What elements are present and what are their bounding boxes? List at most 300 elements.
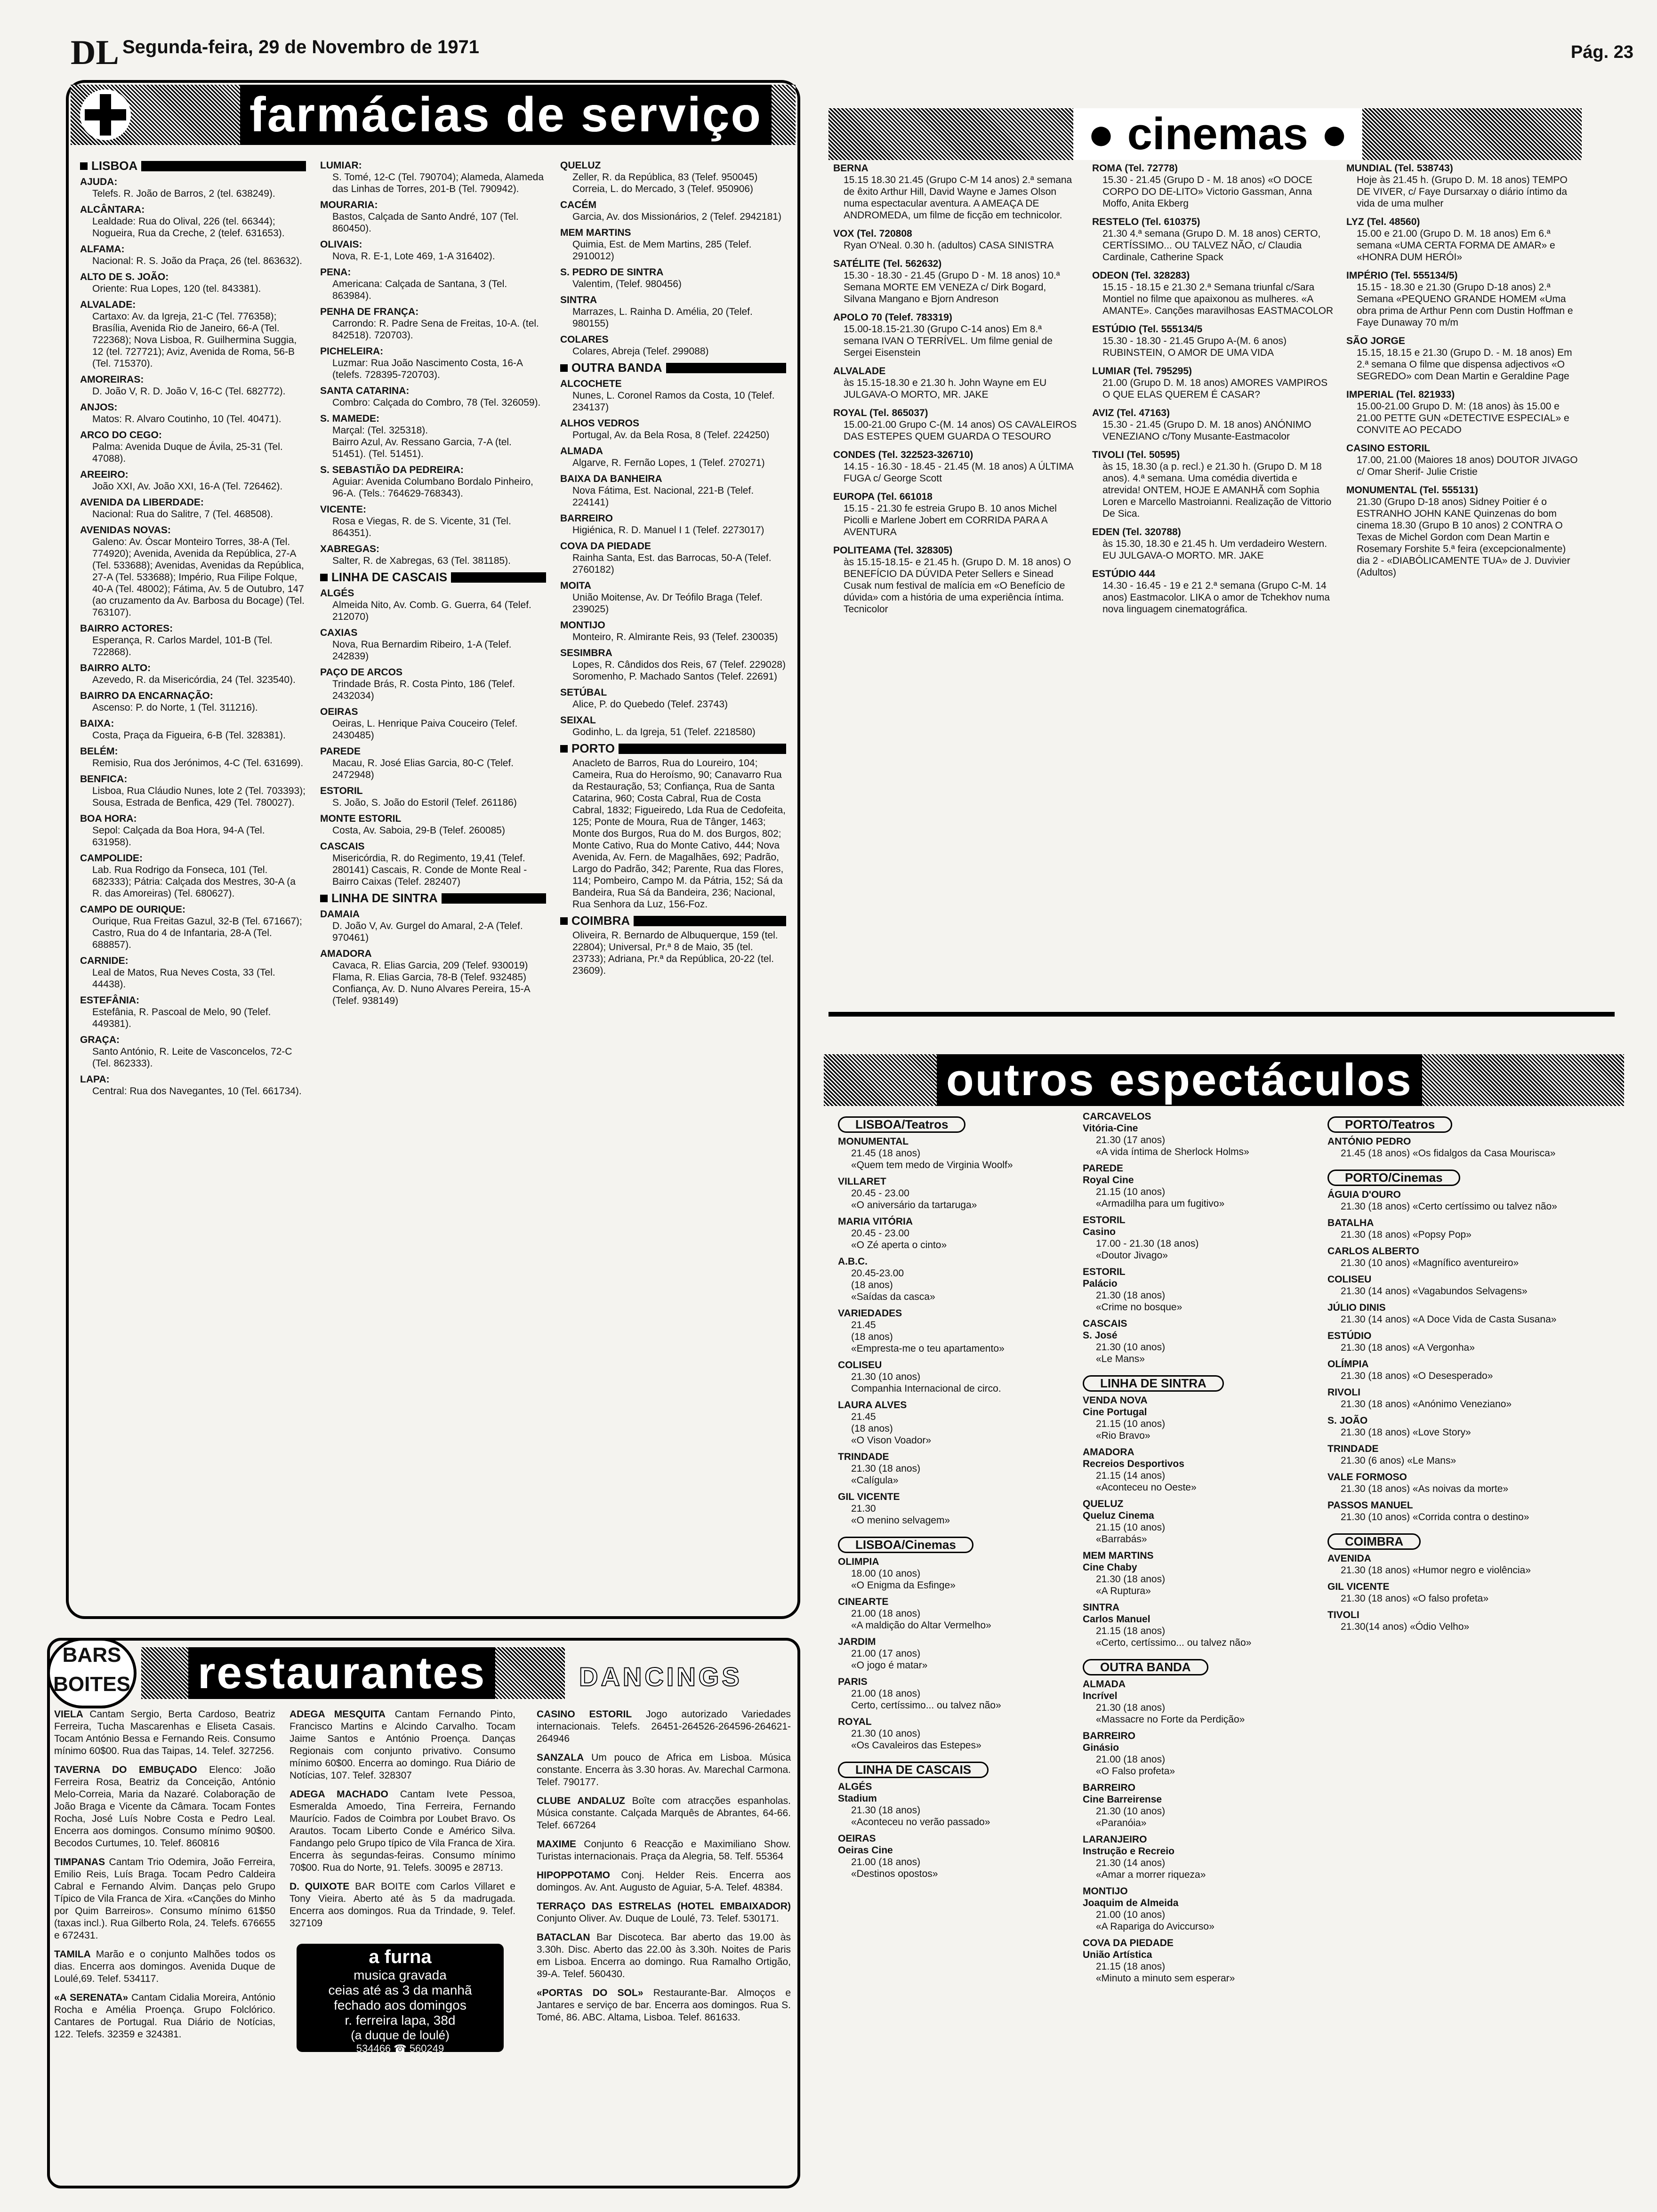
venue-name: JARDIM [838,1636,876,1647]
pharmacy-entry [320,587,546,623]
outros-col-1 [838,1111,1073,1884]
bars-boites-badge: BARS BOITES [47,1638,137,1708]
cinema-showtimes: 15.15 - 18.30 e 21.30 (Grupo D-18 anos) 2.ª Semana «PEQUENO GRANDE HOMEM «Uma obra prima de Arthur Penn com Dustin Hoffman e Faye Dunaway 70 m/m [1357,282,1573,328]
pharmacy-address: Sepol: Calçada da Boa Hora, 94-A (Tel. 631958). [92,825,265,848]
section-label: PORTO [571,741,615,755]
venue-details: 21.00 (18 anos) Certo, certíssimo... ou talvez não» [851,1688,1001,1711]
venue-entry [838,1491,1073,1526]
venue-entry [838,1216,1073,1251]
area-name: CAXIAS [320,627,358,638]
restaurant-details: Um pouco de Africa em Lisboa. Música constante. Encerra às 3.30 horas. Av. Marechal Carmona. Telef. 790177. [537,1752,791,1787]
pharmacy-address: Santo António, R. Leite de Vasconcelos, 72-C (Tel. 862333). [92,1046,292,1069]
cinema-entry [833,449,1078,484]
area-name: CACÉM [560,200,596,210]
furna-line-1: musica gravada [354,1968,447,1982]
venue-entry [838,1781,1073,1828]
pharmacy-address: Higiénica, R. D. Manuel I 1 (Telef. 2273017) [572,525,764,536]
cinema-entry [1092,449,1337,520]
area-name: PICHELEIRA: [320,346,384,357]
restaurant-entry [537,1838,791,1863]
venue-entry [1083,1937,1318,1984]
category-pill: LISBOA/Cinemas [838,1537,973,1553]
restaurant-name: D. QUIXOTE [290,1881,350,1892]
venue-entry [1327,1581,1572,1604]
pharmacy-address: Combro: Calçada do Combro, 78 (Tel. 326059). [332,397,541,408]
venue-details: 21.45 (18 anos) «Os fidalgos da Casa Mourisca» [1341,1148,1556,1159]
venue-name: COLISEU [838,1360,882,1370]
venue-entry [838,1596,1073,1631]
restaurant-name: ADEGA MACHADO [290,1789,388,1800]
area-name: S. SEBASTIÃO DA PEDREIRA: [320,465,464,475]
venue-entry [1327,1217,1572,1241]
cinema-showtimes: 15.00-18.15-21.30 (Grupo C-14 anos) Em 8.ª semana IVAN O TERRÍVEL. Um filme genial de Sergei Eisenstein [844,324,1053,358]
pharmacy-address: Rainha Santa, Est. das Barrocas, 50-A (Telef. 2760182) [572,553,772,575]
area-name: AVENIDAS NOVAS: [80,525,171,536]
venue-details: 21.30(14 anos) «Ódio Velho» [1341,1621,1470,1632]
area-name: BAIRRO ACTORES: [80,623,173,634]
pharmacy-entry [80,718,306,741]
venue-name: VARIEDADES [838,1308,902,1319]
cinema-name: IMPERIAL (Tel. 821933) [1346,389,1455,400]
venue-details: 21.30 (18 anos) «Aconteceu no verão passado» [851,1805,990,1827]
venue-details: 21.30 «O menino selvagem» [851,1503,950,1526]
area-name: MEM MARTINS [560,227,631,238]
venue-name: BARREIRO Cine Barreirense [1083,1782,1162,1805]
cinema-showtimes: 15.00-21.00 Grupo D. M: (18 anos) às 15.00 e 21.00 PETTE GUN «DETECTIVE ESPECIAL» e CONVITE AO PECADO [1357,401,1569,435]
venue-name: ROYAL [838,1716,872,1727]
venue-name: LARANJEIRO Instrução e Recreio [1083,1834,1174,1857]
cinema-name: TIVOLI (Tel. 50595) [1092,449,1180,460]
pharmacy-entry [80,690,306,713]
pharmacy-entry [560,513,786,536]
pharmacy-entry [80,813,306,848]
venue-entry [1083,1318,1318,1365]
area-name: BARREIRO [560,513,613,524]
venue-entry [1327,1274,1572,1297]
cinema-entry [833,312,1078,359]
category-pill-wrap [838,1111,1073,1136]
venue-details: 21.30 (10 anos) «Le Mans» [1096,1342,1166,1364]
pharmacy-address: Oliveira, R. Bernardo de Albuquerque, 159 (tel. 22804); Universal, Pr.ª 8 de Maio, 35 (tel. 23733); Adriana, Pr.ª da República, 20-22 (tel. 23609). [572,930,778,976]
pharmacy-entry [320,199,546,234]
cinema-name: RESTELO (Tel. 610375) [1092,216,1200,227]
cinemas-col-2 [1092,162,1337,622]
venue-name: GIL VICENTE [1327,1581,1390,1592]
section-bullet-icon [320,574,328,581]
pharmacy-entry [80,176,306,200]
cinema-entry [833,162,1078,221]
cinema-showtimes: 15.15, 18.15 e 21.30 (Grupo D. - M. 18 anos) Em 2.ª semana O filme que dispensa adjectivos «O SEGREDO» com Dean Martin e Geraldine Page [1357,347,1572,382]
category-pill-wrap [1327,1528,1572,1553]
furna-line-2: ceias até as 3 da manhã [328,1983,472,1997]
venue-name: MONTIJO Joaquim de Almeida [1083,1886,1179,1908]
cinemas-col-1 [833,162,1078,622]
cinema-name: LUMIAR (Tel. 795295) [1092,366,1192,377]
dancings-heading: DANCINGS [579,1662,742,1691]
pharmacy-address: Rosa e Viegas, R. de S. Vicente, 31 (Tel. 864351). [332,516,511,538]
pharmacy-address: Estefânia, R. Pascoal de Melo, 90 (Telef. 449381). [92,1007,271,1029]
area-name: PAREDE [320,746,361,757]
area-name: GRAÇA: [80,1034,120,1045]
area-name: AMOREIRAS: [80,374,144,385]
cinema-entry [833,491,1078,538]
restaurant-entry [290,1788,515,1874]
restaurant-entry [54,1708,275,1757]
section-bar [141,161,306,171]
cinema-showtimes: 15.30 - 21.45 (Grupo D - M. 18 anos) «O DOCE CORPO DO DE-LITO» Victorio Gassman, Anna Moffo, Anita Ekberg [1102,175,1312,209]
venue-entry [1083,1214,1318,1261]
restaurant-entry [537,1900,791,1925]
area-name: AJUDA: [80,176,118,187]
cinema-entry [1092,270,1337,317]
venue-details: 21.00 (18 anos) «Destinos opostos» [851,1857,938,1879]
pharmacy-address: Costa, Praça da Figueira, 6-B (Tel. 328381). [92,730,286,741]
pharmacy-entry [80,662,306,686]
category-pill-wrap [1083,1653,1318,1678]
venue-name: ÁGUIA D'OURO [1327,1189,1401,1200]
venue-details: 21.15 (10 anos) «Armadilha para um fugitivo» [1096,1186,1225,1209]
pharmacy-entry [320,266,546,302]
pharmacy-address: Leal de Matos, Rua Neves Costa, 33 (Tel. 44438). [92,967,275,990]
restaurant-details: Jogo autorizado Variedades internacionais. Telefs. 26451-264526-264596-264621-264946 [537,1709,791,1744]
restaurantes-banner [141,1647,565,1699]
pharmacy-address: Central: Rua dos Navegantes, 10 (Tel. 661734). [92,1086,302,1097]
venue-entry [1083,1550,1318,1597]
area-name: COLARES [560,334,609,345]
venue-details: 21.15 (18 anos) «Minuto a minuto sem esperar» [1096,1961,1235,1984]
pharmacy-entry [320,543,546,567]
cinema-name: MUNDIAL (Tel. 538743) [1346,163,1453,174]
venue-details: 21.30 (10 anos) «Os Cavaleiros das Estepes» [851,1728,981,1751]
venue-name: AVENIDA [1327,1553,1371,1564]
venue-details: 20.45 - 23.00 «O aniversário da tartaruga» [851,1188,977,1210]
cinemas-title: ● cinemas ● [1073,108,1362,160]
cinema-entry [833,228,1078,251]
restaurant-name: TAMILA [54,1949,91,1960]
venue-details: 20.45 - 23.00 «O Zé aperta o cinto» [851,1228,947,1250]
area-name: CAMPOLIDE: [80,853,143,864]
pharmacy-address: Oriente: Rua Lopes, 120 (tel. 843381). [92,283,261,294]
pharmacy-address: Aguiar: Avenida Columbano Bordalo Pinheiro, 96-A. (Tels.: 764629-768343). [332,476,533,499]
venue-entry [1327,1189,1572,1212]
venue-name: OLIMPIA [838,1556,879,1567]
area-name: PAÇO DE ARCOS [320,667,403,678]
area-name: ANJOS: [80,402,118,413]
venue-details: 21.00 (17 anos) «O jogo é matar» [851,1648,928,1671]
venue-entry [838,1136,1073,1171]
restaurant-entry [537,1795,791,1832]
pharmacy-address: Telefs. R. João de Barros, 2 (tel. 638249). [92,188,275,199]
venue-details: 21.45 (18 anos) «Quem tem medo de Virginia Woolf» [851,1148,1013,1170]
area-name: SANTA CATARINA: [320,385,410,396]
pharmacy-entry [560,334,786,357]
furna-line-3: fechado aos domingos [334,1998,467,2012]
venue-details: 21.45 (18 anos) «O Vison Voador» [851,1411,932,1446]
venue-entry [838,1451,1073,1486]
pharmacy-entry [80,429,306,465]
restaurant-details: Restaurante-Bar. Almoços e Jantares e serviço de bar. Encerra aos domingos. Rua S. Tomé, 86. ABC. Altama, Lisboa. Telef. 861633. [537,1988,791,2023]
pharmacy-entry [560,227,786,262]
pharmacy-address: Lisboa, Rua Cláudio Nunes, lote 2 (Tel. 703393); Sousa, Estrada de Benfica, 429 (Tel. 780027). [92,785,306,808]
category-pill: OUTRA BANDA [1083,1659,1208,1675]
venue-details: 21.30 (18 anos) «O Desesperado» [1341,1370,1493,1381]
venue-name: MEM MARTINS Cine Chaby [1083,1550,1154,1573]
venue-name: TIVOLI [1327,1610,1359,1620]
restaurant-details: Cantam Sergio, Berta Cardoso, Beatriz Ferreira, Tucha Mascarenhas e Eliseta Casais. Tocam António Bessa e Fernando Reis. Consumo mínimo 60$00. Rua das Taipas, 14. Telef. 327256. [54,1709,275,1756]
cinema-entry [1092,162,1337,209]
venue-details: 18.00 (10 anos) «O Enigma da Esfinge» [851,1568,956,1591]
cinema-showtimes: 17.00, 21.00 (Maiores 18 anos) DOUTOR JIVAGO c/ Omar Sherif- Julie Cristie [1357,455,1578,477]
area-name: XABREGAS: [320,544,380,554]
restaurant-entry [537,1752,791,1788]
pharmacy-entry [320,908,546,944]
pharmacy-entry [320,666,546,702]
venue-name: BATALHA [1327,1218,1374,1228]
venue-entry [1083,1602,1318,1649]
pharmacy-entry [80,374,306,397]
pharmacy-entry [320,345,546,381]
venue-details: 21.30 (18 anos) «A Ruptura» [1096,1574,1166,1596]
pharmacy-entry [320,239,546,262]
cinema-showtimes: Hoje às 21.45 h. (Grupo D. M. 18 anos) TEMPO DE VIVER, c/ Faye Dursarxay o diário íntimo da vida de uma mulher [1357,175,1568,209]
pharmacy-address: Godinho, L. da Igreja, 51 (Telef. 2218580) [572,727,756,737]
venue-name: TRINDADE [1327,1443,1379,1454]
restaurant-name: «PORTAS DO SOL» [537,1988,643,1998]
venue-entry [1083,1885,1318,1932]
area-name: CAMPO DE OURIQUE: [80,904,186,915]
pharmacy-entry [560,266,786,290]
pharmacy-address: Trindade Brás, R. Costa Pinto, 186 (Telef. 2432034) [332,679,515,701]
pharmacy-address: Nova, R. E-1, Lote 469, 1-A 316402). [332,251,495,262]
pharmacy-entry [80,955,306,990]
venue-details: 21.00 (10 anos) «A Rapariga do Aviccurso» [1096,1909,1215,1932]
pharmacy-entry [80,623,306,658]
pharmacy-address: João XXI, Av. João XXI, 16-A (Tel. 726462). [92,481,283,492]
area-name: MOURARIA: [320,200,378,210]
area-name: AVENIDA DA LIBERDADE: [80,497,204,508]
restaurant-entry [537,1987,791,2024]
venue-entry [1083,1678,1318,1725]
venue-entry [1083,1834,1318,1881]
venue-name: LAURA ALVES [838,1400,907,1411]
pharmacy-entry [320,706,546,741]
area-name: ALCÂNTARA: [80,204,145,215]
cinema-entry [833,545,1078,615]
section-bar [451,572,546,583]
pharmacy-address: Misericórdia, R. do Regimento, 19,41 (Telef. 280141) Cascais, R. Conde de Monte Real - Bairro Caixas (Telef. 282407) [332,853,527,887]
restaurant-name: HIPOPPOTAMO [537,1870,610,1881]
venue-details: 21.15 (10 anos) «Rio Bravo» [1096,1419,1166,1441]
area-name: QUELUZ [560,160,601,171]
area-name: ALVALADE: [80,299,136,310]
area-name: SINTRA [560,295,597,305]
venue-entry [1327,1609,1572,1633]
venue-entry [1327,1499,1572,1523]
pharmacy-address: Bastos, Calçada de Santo André, 107 (Tel. 860450). [332,211,519,234]
venue-details: 21.30 (10 anos) «Magnífico aventureiro» [1341,1258,1519,1268]
cinema-name: CONDES (Tel. 322523-326710) [833,449,973,460]
venue-entry [1083,1730,1318,1777]
venue-details: 21.15 (18 anos) «Certo, certíssimo... ou talvez não» [1096,1626,1252,1648]
category-pill: PORTO/Teatros [1327,1116,1452,1133]
pharmacy-entry [320,436,546,460]
pharmacy-entry [80,243,306,267]
cinema-showtimes: 15.15 - 21.30 fe estreia Grupo B. 10 anos Michel Picolli e Marlene Jobert em CORRIDA PARA A AVENTURA [844,503,1057,537]
farmacias-title: farmácias de serviço [240,85,772,145]
restaurant-name: BATACLAN [537,1932,590,1943]
category-pill-wrap [838,1531,1073,1556]
restaurant-name: «A SERENATA» [54,1992,129,2003]
pharmacy-entry [320,160,546,195]
area-name: BAIRRO ALTO: [80,663,151,673]
venue-name: CINEARTE [838,1596,889,1607]
venue-details: 17.00 - 21.30 (18 anos) «Doutor Jivago» [1096,1238,1199,1261]
venue-name: QUELUZ Queluz Cinema [1083,1499,1154,1521]
pharmacy-entry [320,785,546,809]
pharmacy-entry [80,745,306,769]
outros-col-3 [1327,1111,1572,1637]
venue-details: 21.30 (18 anos) «Crime no bosque» [1096,1290,1182,1313]
pharmacy-address: Quimia, Est. de Mem Martins, 285 (Telef. 2910012) [572,239,752,262]
area-name: ALHOS VEDROS [560,418,640,429]
area-name: S. MAMEDE: [320,413,379,424]
furna-advert [297,1944,504,2052]
venue-name: RIVOLI [1327,1387,1361,1398]
page-number: Pág. 23 [1570,42,1633,62]
cinema-name: LYZ (Tel. 48560) [1346,216,1420,227]
venue-name: MARIA VITÓRIA [838,1216,913,1227]
pharmacy-entry [320,464,546,499]
pharmacy-address: Luzmar: Rua João Nascimento Costa, 16-A (telefs. 728395-720703). [332,358,523,380]
venue-entry [1083,1395,1318,1442]
pharmacy-address: S. Tomé, 12-C (Tel. 790704); Alameda, Alameda das Linhas de Torres, 201-B (Tel. 790942). [332,172,544,194]
venue-name: PASSOS MANUEL [1327,1500,1413,1511]
area-name: VICENTE: [320,504,367,515]
venue-entry [838,1716,1073,1751]
venue-name: S. JOÃO [1327,1415,1368,1426]
farmacias-col-3 [560,155,786,977]
pharmacy-address: Marrazes, L. Rainha D. Amélia, 20 (Telef. 980155) [572,306,753,329]
category-pill: LISBOA/Teatros [838,1116,965,1133]
section-heading [320,892,546,904]
area-name: BOA HORA: [80,813,137,824]
cinema-showtimes: 15.30 - 21.45 (Grupo D. M. 18 anos) ANÓNIMO VENEZIANO c/Tony Musante-Eastmacolor [1102,419,1311,442]
restaurant-name: ADEGA MESQUITA [290,1709,386,1720]
pharmacy-entry [560,687,786,710]
pharmacy-entry [560,199,786,223]
venue-details: 21.30 (18 anos) «O falso profeta» [1341,1593,1489,1604]
venue-details: 21.30 (14 anos) «A Doce Vida de Casta Susana» [1341,1314,1557,1325]
cinema-name: IMPÉRIO (Tel. 555134/5) [1346,270,1458,281]
venue-details: 21.30 (18 anos) «Anónimo Veneziano» [1341,1399,1512,1410]
restaurant-entry [537,1931,791,1980]
pharmacy-entry [80,401,306,425]
venue-entry [1327,1302,1572,1325]
cinema-name: ESTÚDIO (Tel. 555134/5 [1092,324,1203,335]
section-label: LINHA DE CASCAIS [331,570,448,584]
venue-details: 21.30 (10 anos) «Paranóia» [1096,1806,1166,1828]
venue-details: 21.30 (18 anos) «A Vergonha» [1341,1342,1475,1353]
pharmacy-entry [80,271,306,295]
restaurantes-title: restaurantes [188,1647,495,1699]
area-name: CASCAIS [320,841,365,852]
pharmacy-address: Oeiras, L. Henrique Paiva Couceiro (Telef. 2430485) [332,718,518,741]
venue-name: ANTÓNIO PEDRO [1327,1136,1411,1147]
cinema-entry [1346,270,1582,329]
cinema-name: MONUMENTAL (Tel. 555131) [1346,485,1479,496]
cinema-name: ESTÚDIO 444 [1092,569,1156,579]
section-bullet-icon [80,162,88,170]
venue-name: OEIRAS Oeiras Cine [838,1833,893,1856]
restaurant-details: Conj. Helder Reis. Encerra aos domingos. Av. Ant. Augusto de Aguiar, 5-A. Telef. 48384. [537,1870,791,1893]
area-name: BAIXA DA BANHEIRA [560,473,662,484]
furna-line-4: r. ferreira lapa, 38d [345,2013,456,2028]
section-bullet-icon [560,364,568,372]
venue-entry [1083,1266,1318,1313]
restaurant-name: VIELA [54,1709,83,1720]
area-name: COVA DA PIEDADE [560,541,651,552]
restaurant-name: TERRAÇO DAS ESTRELAS (HOTEL EMBAIXADOR) [537,1901,791,1912]
area-name: ALFAMA: [80,244,125,255]
venue-name: ALMADA Incrível [1083,1679,1126,1701]
area-name: ESTORIL [320,785,363,796]
venue-entry [1083,1782,1318,1829]
cinema-name: POLITEAMA (Tel. 328305) [833,545,953,556]
venue-name: SINTRA Carlos Manuel [1083,1602,1150,1625]
pharmacy-address: Portugal, Av. da Bela Rosa, 8 (Telef. 224250) [572,430,770,441]
category-pill: COIMBRA [1327,1533,1421,1550]
section-heading [80,160,306,172]
pharmacy-entry [560,417,786,441]
pharmacy-address: Valentim, (Telef. 980456) [572,279,682,289]
pharmacy-address: Garcia, Av. dos Missionários, 2 (Telef. 2942181) [572,211,781,222]
section-bullet-icon [560,917,568,925]
furna-name: a furna [369,1947,432,1967]
restaurant-name: CLUBE ANDALUZ [537,1795,625,1806]
pharmacy-address: Anacleto de Barros, Rua do Loureiro, 104; Cameira, Rua do Heroísmo, 90; Canavarro Rua da Restauração, 53; Confiança, Rua de Santa Catarina, 960; Costa Cabral, Rua de Costa Cabral, 1832; Figueiredo, Lda Rua de Cedofeita, 125; Ponte de Moura, Rua de Tânger, 1463; Monte dos Burgos, Rua do M. dos Burgos, 802; Monte Cativo, Rua do Monte Cativo, 444; Nova Avenida, Av. Fern. de Magalhães, 692; Padrão, Largo do Padrão, 342; Parente, Rua das Flores, 114; Pombeiro, Campo M. da Pátria, 152; Sá da Bandeira, Rua Sá da Bandeira, 236; Nacional, Rua Senhora da Luz, 156-Foz. [572,758,786,910]
area-name: ALMADA [560,446,603,457]
venue-name: MONUMENTAL [838,1136,909,1147]
cinema-showtimes: 15.00 e 21.00 (Grupo D. M. 18 anos) Em 6.ª semana «UMA CERTA FORMA DE AMAR» e «HONRA DUM HERÓI» [1357,228,1555,263]
outros-title: outros espectáculos [937,1054,1422,1106]
pharmacy-address: S. João, S. João do Estoril (Telef. 261186) [332,797,517,808]
pharmacy-address: Azevedo, R. da Misericórdia, 24 (Tel. 323540). [92,674,296,685]
cinema-name: ROYAL (Tel. 865037) [833,408,928,418]
cinema-entry [1092,568,1337,615]
cinema-entry [1092,323,1337,359]
venue-name: CASCAIS S. José [1083,1318,1127,1341]
furna-phones: 534466 ☎ 560249 [356,2043,444,2054]
venue-name: ESTÚDIO [1327,1330,1372,1341]
venue-name: A.B.C. [838,1256,868,1267]
pharmacy-entry [80,299,306,369]
area-name: OLIVAIS: [320,239,362,250]
restaurantes-col-3 [537,1708,791,2030]
venue-entry [1083,1111,1318,1158]
pharmacy-address: Carrondo: R. Padre Sena de Freitas, 10-A. (tel. 842518). 720703). [332,318,539,341]
pharmacy-address: Zeller, R. da República, 83 (Telef. 950045) Correia, L. do Mercado, 3 (Telef. 950906) [572,172,758,194]
furna-line-5: (a duque de loulé) [351,2028,450,2042]
cinema-showtimes: 21.30 4.ª semana (Grupo D. M. 18 anos) CERTO, CERTÍSSIMO... OU TALVEZ NÃO, c/ Claudia Cardinale, Catherine Spack [1102,228,1321,263]
section-bar [634,916,786,926]
pharmacy-address: Salter, R. de Xabregas, 63 (Tel. 381185). [332,555,511,566]
restaurant-details: Cantam Fernando Pinto, Francisco Martins e Alcindo Carvalho. Tocam Jaime Santos e António Proença. Danças Regionais com conjunto privativo. Consumo mínimo 60$00. Encerra ao domingo. Rua Diário de Notícias, 107. Telef. 328307 [290,1709,515,1781]
venue-entry [838,1256,1073,1303]
category-pill-wrap [1083,1370,1318,1395]
cinema-entry [1092,526,1337,561]
venue-details: 21.30 (18 anos) «Calígula» [851,1463,921,1486]
venue-name: OLÍMPIA [1327,1359,1369,1370]
